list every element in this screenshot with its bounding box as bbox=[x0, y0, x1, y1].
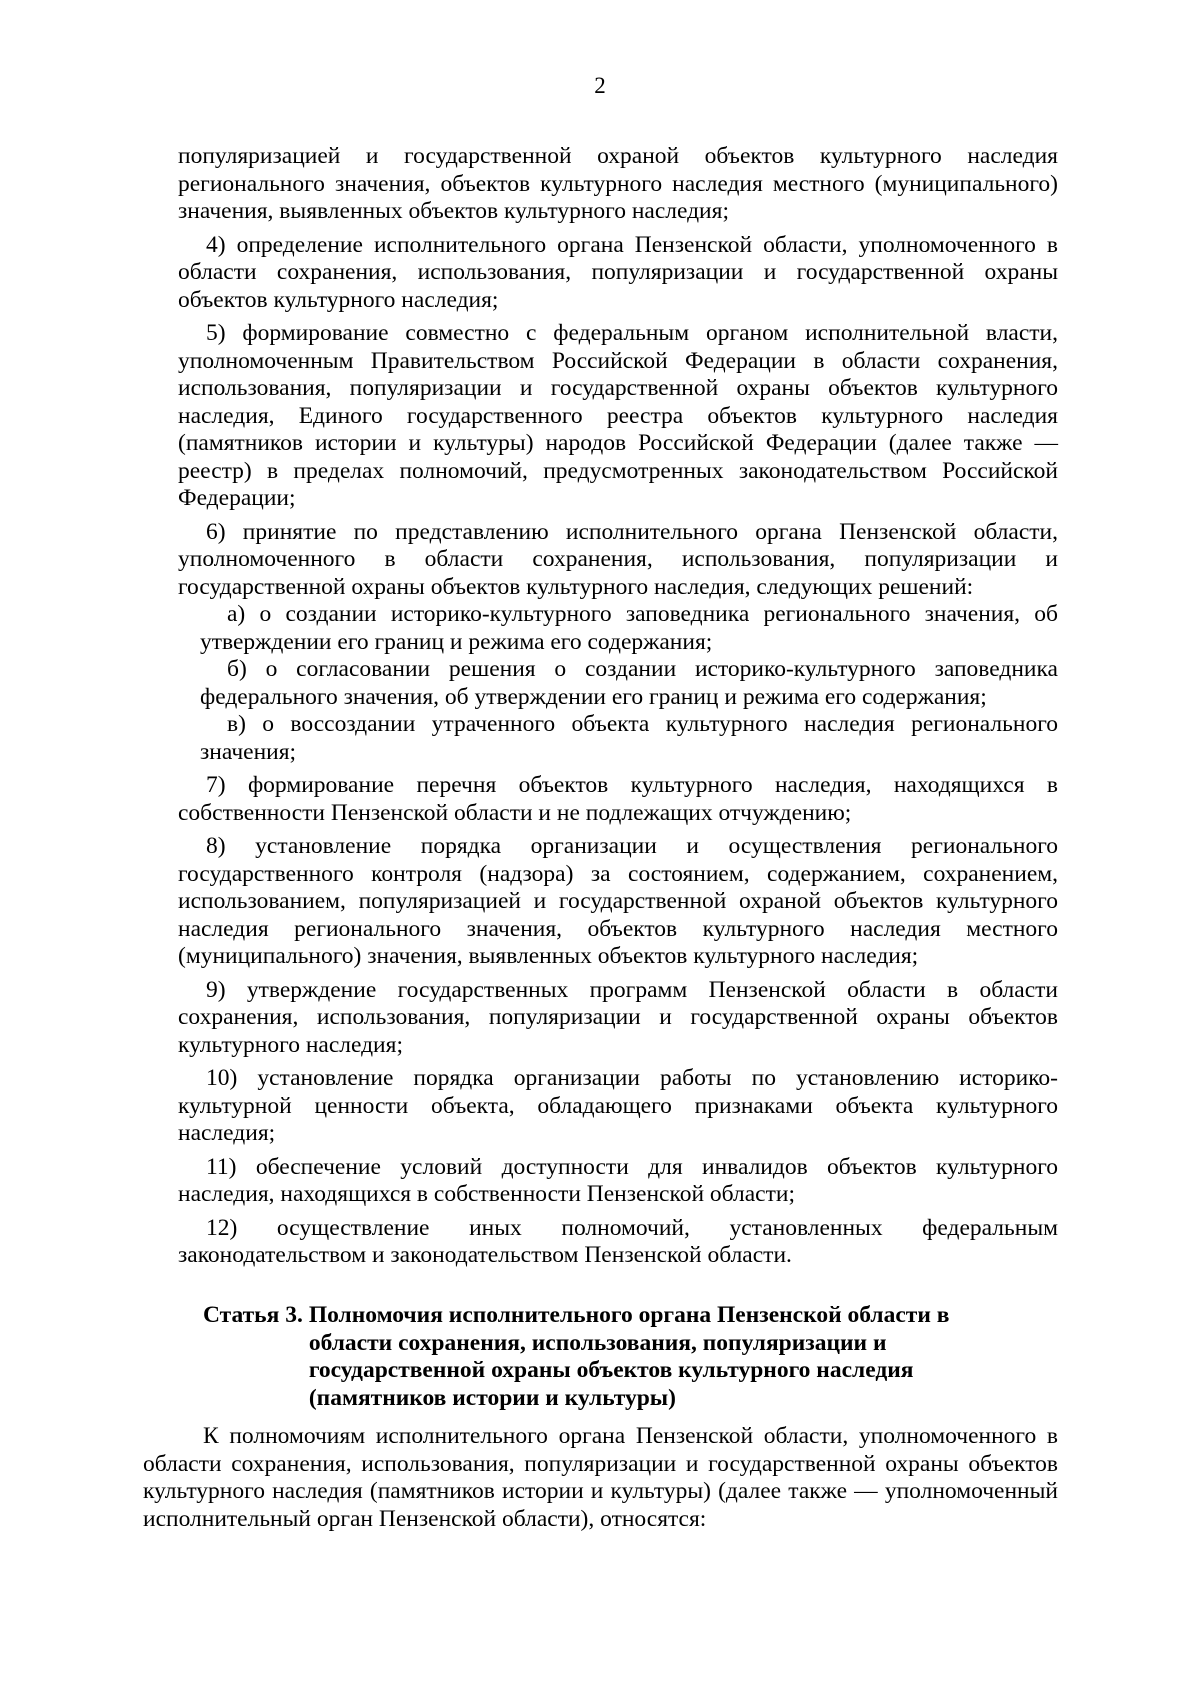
list-item-11: 11) обеспечение условий доступности для инвалидов объектов культурного наследия, находящихся в собственности Пензенской области; bbox=[178, 1153, 1058, 1207]
list-item-5: 5) формирование совместно с федеральным органом исполнительной власти, уполномоченным Правительством Российской Федерации в области сохранения, использования, популяризации и государственной охраны объектов культурного наследия, Единого государственного реестра объектов культурного наследия (памятников истории и культуры) народов Российской Федерации (далее также — реестр) в пределах полномочий, предусмотренных законодательством Российской Федерации; bbox=[178, 320, 1058, 511]
page-number: 2 bbox=[594, 73, 606, 98]
subitem-b: б) о согласовании решения о создании историко-культурного заповедника федерального значения, об утверждении его границ и режима его содержания; bbox=[200, 656, 1058, 710]
continuation-paragraph: популяризацией и государственной охраной объектов культурного наследия регионального значения, объектов культурного наследия местного (муниципального) значения, выявленных объектов культурного наследия; bbox=[178, 143, 1058, 224]
list-item-12: 12) осуществление иных полномочий, установленных федеральным законодательством и законодательством Пензенской области. bbox=[178, 1214, 1058, 1268]
document-body bbox=[178, 143, 1058, 1276]
list-item-9: 9) утверждение государственных программ Пензенской области в области сохранения, использования, популяризации и государственной охраны объектов культурного наследия; bbox=[178, 976, 1058, 1058]
list-item-6: 6) принятие по представлению исполнительного органа Пензенской области, уполномоченного в области сохранения, использования, популяризации и государственной охраны объектов культурного наследия, следующих решений: bbox=[178, 518, 1058, 600]
article-number: Статья 3. bbox=[203, 1302, 303, 1328]
article-title: Полномочия исполнительного органа Пензенской области в области сохранения, использования, популяризации и государственной охраны объектов культурного наследия (памятников истории и культуры) bbox=[308, 1302, 950, 1411]
article-heading bbox=[203, 1302, 1003, 1412]
list-item-4: 4) определение исполнительного органа Пензенской области, уполномоченного в области сохранения, использования, популяризации и государственной охраны объектов культурного наследия; bbox=[178, 231, 1058, 313]
list-item-7: 7) формирование перечня объектов культурного наследия, находящихся в собственности Пензенской области и не подлежащих отчуждению; bbox=[178, 772, 1058, 826]
list-item-8: 8) установление порядка организации и осуществления регионального государственного контроля (надзора) за состоянием, содержанием, сохранением, использованием, популяризацией и государственной охраной объектов культурного наследия регионального значения, объектов культурного наследия местного (муниципального) значения, выявленных объектов культурного наследия; bbox=[178, 833, 1058, 969]
list-item-10: 10) установление порядка организации работы по установлению историко-культурной ценности объекта, обладающего признаками объекта культурного наследия; bbox=[178, 1065, 1058, 1146]
article-intro-paragraph: К полномочиям исполнительного органа Пензенской области, уполномоченного в области сохранения, использования, популяризации и государственной охраны объектов культурного наследия (памятников истории и культуры) (далее также — уполномоченный исполнительный орган Пензенской области), относятся: bbox=[143, 1423, 1058, 1532]
subitem-v: в) о воссоздании утраченного объекта культурного наследия регионального значения; bbox=[200, 711, 1058, 765]
subitem-a: а) о создании историко-культурного заповедника регионального значения, об утверждении его границ и режима его содержания; bbox=[200, 601, 1058, 655]
